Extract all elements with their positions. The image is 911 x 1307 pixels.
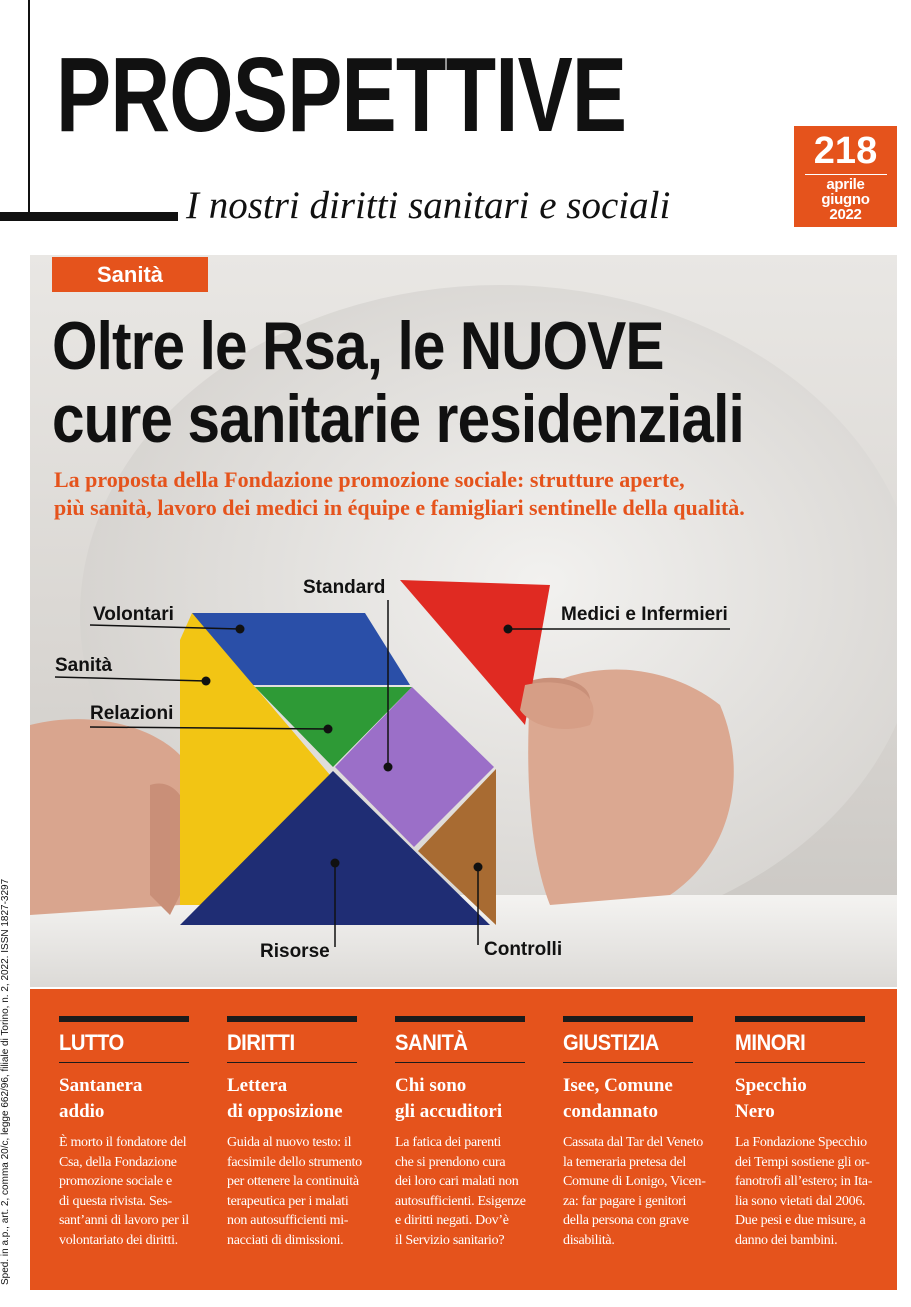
label-sanita: Sanità <box>55 655 113 676</box>
standfirst-line-1: La proposta della Fondazione promozione sociale: strutture aperte, <box>54 467 685 492</box>
column-body-line: per ottenere la continuità <box>227 1174 359 1189</box>
column-body-line: disabilità. <box>563 1232 615 1248</box>
column-title <box>563 1073 701 1125</box>
column-top-bar <box>563 1016 693 1022</box>
column-top-bar <box>227 1016 357 1022</box>
masthead-horizontal-bar <box>0 212 178 221</box>
column-title-line: Santanera <box>59 1075 143 1096</box>
column-body-line: fanotrofi all’estero; in Ita- <box>735 1174 873 1189</box>
column-body-line: La fatica dei parenti <box>395 1135 502 1150</box>
dot-volontari <box>236 625 245 634</box>
standfirst-line-2: più sanità, lavoro dei medici in équipe e famigliari sentinelle della qualità. <box>54 495 745 520</box>
issue-month-1: aprile <box>826 176 865 193</box>
column-body-line: della persona con grave <box>563 1213 689 1228</box>
column-sanita <box>395 1016 533 1250</box>
column-body-line: di questa rivista. Ses- <box>59 1193 172 1209</box>
dot-relazioni <box>324 725 333 734</box>
label-medici: Medici e Infermieri <box>561 604 728 625</box>
dot-medici <box>504 625 513 634</box>
column-title-line: gli accuditori <box>395 1101 503 1122</box>
cover-hero <box>30 255 897 987</box>
column-body-line: Comune di Lonigo, Vicen- <box>563 1174 706 1189</box>
section-tag: Sanità <box>52 257 208 292</box>
column-body-line: autosufficienti. Esigenze <box>395 1193 526 1209</box>
column-body <box>395 1133 533 1250</box>
magazine-title: PROSPETTIVE <box>56 36 627 154</box>
column-body-line: non autosufficienti mi- <box>227 1213 349 1228</box>
column-title <box>59 1073 197 1125</box>
column-title-line: condannato <box>563 1101 659 1122</box>
column-body-line: La Fondazione Specchio <box>735 1135 867 1150</box>
column-title-line: Nero <box>735 1101 775 1122</box>
issue-month-2: giugno <box>821 191 870 208</box>
issue-number: 218 <box>813 130 878 172</box>
column-body <box>59 1133 197 1250</box>
headline-line-2: cure sanitarie residenziali <box>52 381 744 457</box>
contents-band <box>30 989 897 1290</box>
dot-standard <box>384 763 393 772</box>
label-volontari: Volontari <box>93 604 174 625</box>
column-minori <box>735 1016 873 1250</box>
column-rule <box>227 1062 357 1063</box>
column-body-line: Csa, della Fondazione <box>59 1154 177 1170</box>
column-body <box>563 1133 706 1250</box>
column-title <box>735 1073 873 1125</box>
column-body-line: facsimile dello strumento <box>227 1154 362 1170</box>
column-title-line: Lettera <box>227 1075 288 1096</box>
column-body-line: e diritti negati. Dov’è <box>395 1213 509 1228</box>
column-diritti <box>227 1016 365 1250</box>
column-title <box>227 1073 365 1125</box>
column-category: GIUSTIZIA <box>563 1030 659 1055</box>
column-body-line: nacciati di dimissioni. <box>227 1232 344 1248</box>
cover-headline <box>52 310 766 456</box>
column-top-bar <box>735 1016 865 1022</box>
column-body-line: Cassata dal Tar del Veneto <box>563 1135 703 1150</box>
column-body-line: che si prendono cura <box>395 1154 506 1170</box>
column-giustizia <box>563 1016 706 1250</box>
column-lutto <box>59 1016 197 1250</box>
column-body-line: volontariato dei diritti. <box>59 1232 178 1248</box>
column-body-line: terapeutica per i malati <box>227 1193 349 1209</box>
column-body-line: la temeraria pretesa del <box>563 1154 686 1170</box>
column-category: LUTTO <box>59 1030 124 1055</box>
column-title-line: Isee, Comune <box>563 1075 673 1096</box>
column-title-line: di opposizione <box>227 1101 343 1122</box>
column-rule <box>395 1062 525 1063</box>
column-category: MINORI <box>735 1030 806 1055</box>
column-category: SANITÀ <box>395 1030 468 1055</box>
column-body <box>227 1133 365 1250</box>
issue-divider <box>805 174 887 175</box>
column-body-line: za: far pagare i genitori <box>563 1193 687 1209</box>
label-standard: Standard <box>303 577 386 598</box>
column-title <box>395 1073 533 1125</box>
column-body-line: dei Tempi sostiene gli or- <box>735 1154 870 1170</box>
label-risorse: Risorse <box>260 941 330 962</box>
column-rule <box>59 1062 189 1063</box>
column-top-bar <box>395 1016 525 1022</box>
postal-legal-notice: Sped. in a.p., art. 2, comma 20/c, legge 662/96, filiale di Torino, n. 2, 2022. ISSN 1827-3297 <box>0 878 11 1285</box>
cover-standfirst <box>54 466 894 522</box>
dot-risorse <box>331 859 340 868</box>
column-body-line: promozione sociale e <box>59 1174 172 1189</box>
column-body-line: danno dei bambini. <box>735 1232 838 1248</box>
issue-year: 2022 <box>829 206 862 223</box>
column-body <box>735 1133 873 1250</box>
label-controlli: Controlli <box>484 939 563 960</box>
column-body-line: sant’anni di lavoro per il <box>59 1213 189 1228</box>
column-title-line: Specchio <box>735 1075 807 1096</box>
dot-sanita <box>202 677 211 686</box>
issue-badge <box>794 126 897 227</box>
column-body-line: È morto il fondatore del <box>59 1135 187 1150</box>
magazine-subtitle: I nostri diritti sanitari e sociali <box>186 184 671 227</box>
column-rule <box>563 1062 693 1063</box>
column-body-line: Due pesi e due misure, a <box>735 1213 866 1228</box>
column-body-line: lia sono vietati dal 2006. <box>735 1193 866 1209</box>
label-relazioni: Relazioni <box>90 703 174 724</box>
column-top-bar <box>59 1016 189 1022</box>
headline-line-1: Oltre le Rsa, le NUOVE <box>52 308 664 384</box>
masthead-vertical-rule <box>28 0 30 218</box>
column-body-line: dei loro cari malati non <box>395 1174 519 1189</box>
column-title-line: Chi sono <box>395 1075 467 1096</box>
column-category: DIRITTI <box>227 1030 295 1055</box>
column-body-line: il Servizio sanitario? <box>395 1232 505 1248</box>
dot-controlli <box>474 863 483 872</box>
column-rule <box>735 1062 865 1063</box>
column-title-line: addio <box>59 1101 105 1122</box>
column-body-line: Guida al nuovo testo: il <box>227 1135 352 1150</box>
